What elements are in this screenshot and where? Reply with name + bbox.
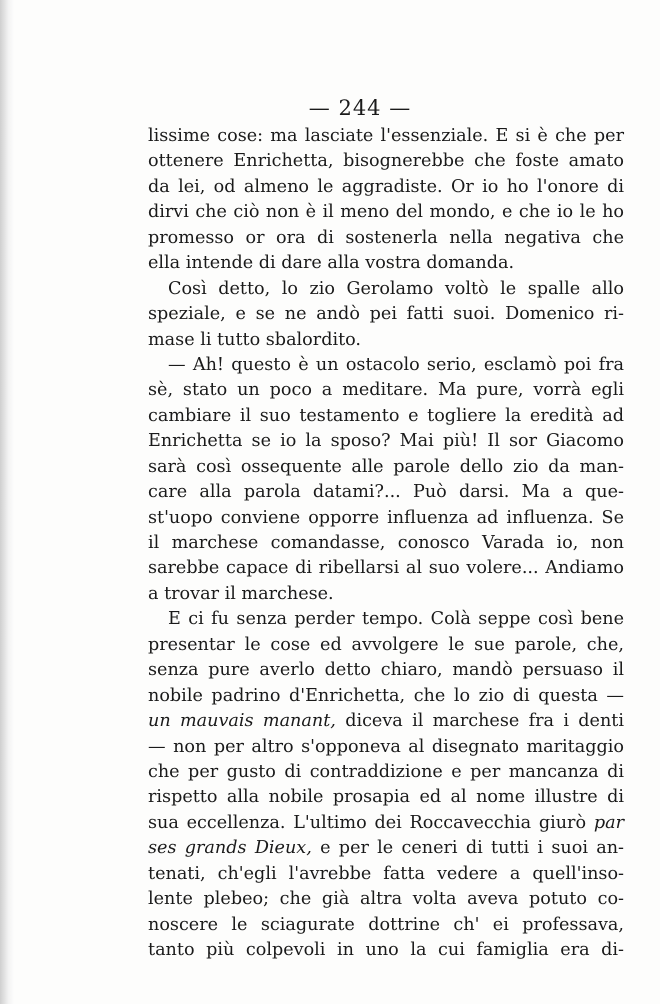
text-line: [148, 913, 624, 938]
text-line: [148, 811, 624, 836]
body-text: [148, 124, 624, 963]
text-line: [148, 328, 624, 353]
text-segment: tenati, ch'egli l'avrebbe fatta vedere a quell'inso-: [148, 863, 624, 884]
text-segment: st'uopo conviene opporre influenza ad influenza. Se: [148, 507, 624, 528]
text-line: [148, 302, 624, 327]
text-line: [148, 938, 624, 963]
text-segment: — non per altro s'opponeva al disegnato maritaggio: [148, 736, 624, 757]
text-segment: che per gusto di contraddizione e per mancanza di: [148, 761, 624, 782]
text-line: [148, 684, 624, 709]
text-segment: a trovar il marchese.: [148, 583, 334, 604]
text-line: [148, 836, 624, 861]
text-line: [148, 404, 624, 429]
text-segment: care alla parola datami?... Può darsi. Ma a que-: [148, 482, 624, 503]
text-line: [148, 633, 624, 658]
text-line: [148, 200, 624, 225]
text-segment: sè, stato un poco a meditare. Ma pure, vorrà egli: [148, 380, 624, 401]
text-segment: E ci fu senza perder tempo. Colà seppe così bene: [168, 609, 624, 630]
text-line: [148, 531, 624, 556]
text-line: [148, 785, 624, 810]
text-segment: Così detto, lo zio Gerolamo voltò le spalle allo: [168, 278, 624, 299]
text-line: [148, 735, 624, 760]
text-line: [148, 353, 624, 378]
text-line: [148, 709, 624, 734]
text-segment: speziale, e se ne andò pei fatti suoi. Domenico ri-: [148, 304, 624, 325]
text-line: [148, 226, 624, 251]
italic-text: par: [593, 812, 624, 833]
text-line: [148, 862, 624, 887]
text-segment: noscere le sciagurate dottrine ch' ei professava,: [148, 914, 624, 935]
text-segment: promesso or ora di sostenerla nella negativa che: [148, 227, 624, 248]
text-segment: nobile padrino d'Enrichetta, che lo zio di questa —: [148, 685, 624, 706]
text-segment: senza pure averlo detto chiaro, mandò persuaso il: [148, 660, 624, 681]
text-segment: da lei, od almeno le aggradiste. Or io ho l'onore di: [148, 176, 624, 197]
page-number: — 244 —: [308, 96, 412, 120]
text-segment: diceva il marchese fra i denti: [335, 711, 624, 732]
text-line: [148, 378, 624, 403]
text-line: [148, 429, 624, 454]
text-line: [148, 124, 624, 149]
text-segment: sarebbe capace di ribellarsi al suo volere... Andiamo: [148, 558, 624, 579]
text-segment: tanto più colpevoli in uno la cui famiglia era di-: [148, 940, 624, 960]
text-line: [148, 760, 624, 785]
text-segment: mase li tutto sbalordito.: [148, 329, 362, 350]
text-line: [148, 455, 624, 480]
text-segment: il marchese comandasse, conosco Varada io, non: [148, 533, 624, 553]
text-line: [148, 658, 624, 683]
text-segment: lissime cose: ma lasciate l'essenziale. E si è che per: [148, 126, 624, 146]
text-line: [148, 175, 624, 200]
text-line: [148, 480, 624, 505]
text-line: [148, 277, 624, 302]
text-line: [148, 607, 624, 632]
text-line: [148, 556, 624, 581]
text-line: [148, 582, 624, 607]
text-segment: rispetto alla nobile prosapia ed al nome illustre di: [148, 787, 624, 808]
page-gutter: [0, 0, 14, 1004]
text-segment: cambiare il suo testamento e togliere la eredità ad: [148, 405, 624, 426]
text-segment: lente plebeo; che già altra volta aveva potuto co-: [148, 889, 624, 910]
text-segment: sarà così ossequente alle parole dello zio da man-: [148, 456, 624, 477]
italic-text: ses grands Dieux,: [148, 838, 312, 859]
text-line: [148, 251, 624, 276]
text-segment: presentar le cose ed avvolgere le sue parole, che,: [148, 634, 624, 655]
text-segment: ottenere Enrichetta, bisognerebbe che foste amato: [148, 151, 624, 172]
text-segment: e per le ceneri di tutti i suoi an-: [311, 838, 624, 859]
text-segment: ella intende di dare alla vostra domanda.: [148, 253, 515, 274]
text-segment: — Ah! questo è un ostacolo serio, esclamò poi fra: [168, 354, 624, 375]
text-line: [148, 887, 624, 912]
text-line: [148, 149, 624, 174]
text-segment: Enrichetta se io la sposo? Mai più! Il sor Giacomo: [148, 431, 624, 452]
italic-text: un mauvais manant,: [148, 711, 336, 732]
text-segment: sua eccellenza. L'ultimo dei Roccavecchia giurò: [148, 812, 594, 833]
text-line: [148, 506, 624, 531]
text-segment: dirvi che ciò non è il meno del mondo, e che io le ho: [148, 202, 624, 223]
